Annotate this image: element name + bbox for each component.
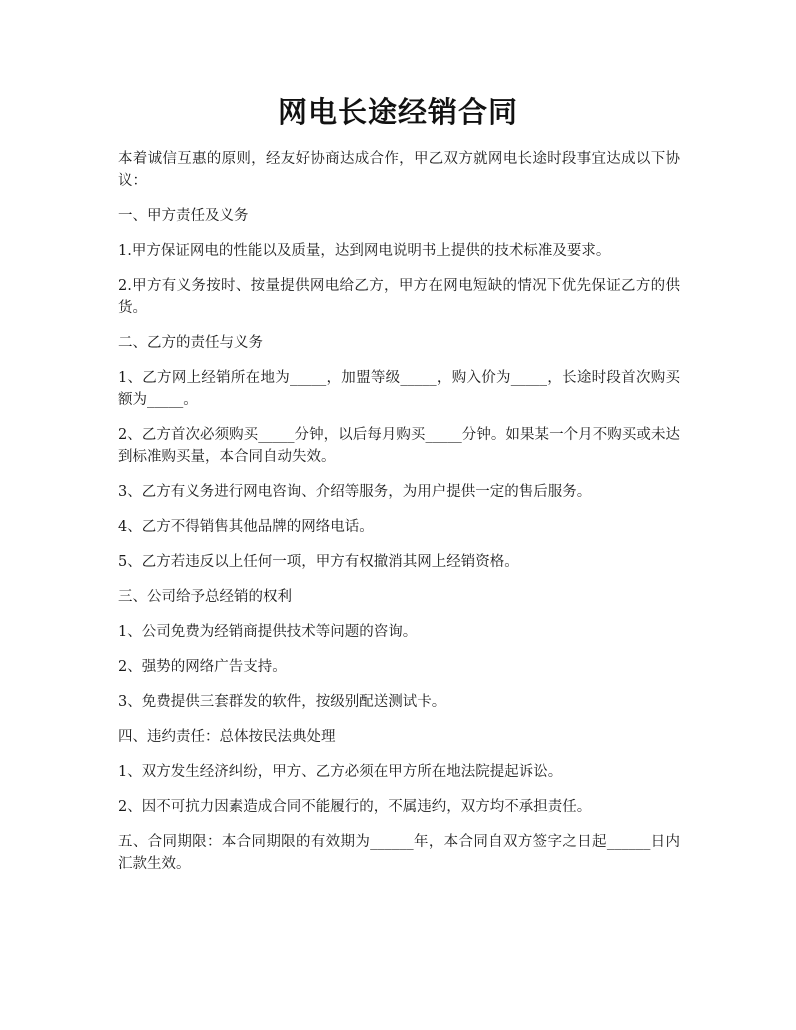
paragraph-party-b-4: 4、乙方不得销售其他品牌的网络电话。 [118,519,374,535]
paragraph-contract-term: 五、合同期限：本合同期限的有效期为______年，本合同自双方签字之日起______日内汇款生效。 [118,834,680,872]
paragraph-party-b-3: 3、乙方有义务进行网电咨询、介绍等服务，为用户提供一定的售后服务。 [118,484,592,500]
section-heading-party-a: 一、甲方责任及义务 [118,208,249,224]
paragraph-party-b-1: 1、乙方网上经销所在地为_____，加盟等级_____，购入价为_____，长途时段首次购买额为_____。 [118,370,680,408]
document-title: 网电长途经销合同 [277,95,518,129]
paragraph-rights-1: 1、公司免费为经销商提供技术等问题的咨询。 [118,624,418,640]
section-heading-liability: 四、违约责任：总体按民法典处理 [118,729,336,745]
section-heading-party-b: 二、乙方的责任与义务 [118,335,263,351]
paragraph-rights-2: 2、强势的网络广告支持。 [118,659,287,675]
paragraph-party-a-1: 1.甲方保证网电的性能以及质量，达到网电说明书上提供的技术标准及要求。 [118,243,611,259]
section-heading-company-rights: 三、公司给予总经销的权利 [118,589,292,605]
paragraph-party-b-5: 5、乙方若违反以上任何一项，甲方有权撤消其网上经销资格。 [118,554,519,570]
paragraph-party-b-2: 2、乙方首次必须购买_____分钟，以后每月购买_____分钟。如果某一个月不购买或未达到标准购买量，本合同自动失效。 [118,427,680,465]
paragraph-liability-1: 1、双方发生经济纠纷，甲方、乙方必须在甲方所在地法院提起诉讼。 [118,764,563,780]
paragraph-rights-3: 3、免费提供三套群发的软件，按级别配送测试卡。 [118,694,447,710]
paragraph-party-a-2: 2.甲方有义务按时、按量提供网电给乙方，甲方在网电短缺的情况下优先保证乙方的供货。 [118,278,680,316]
document-body [118,148,680,888]
paragraph-intro: 本着诚信互惠的原则，经友好协商达成合作，甲乙双方就网电长途时段事宜达成以下协议： [118,151,680,189]
paragraph-liability-2: 2、因不可抗力因素造成合同不能履行的，不属违约，双方均不承担责任。 [118,799,592,815]
